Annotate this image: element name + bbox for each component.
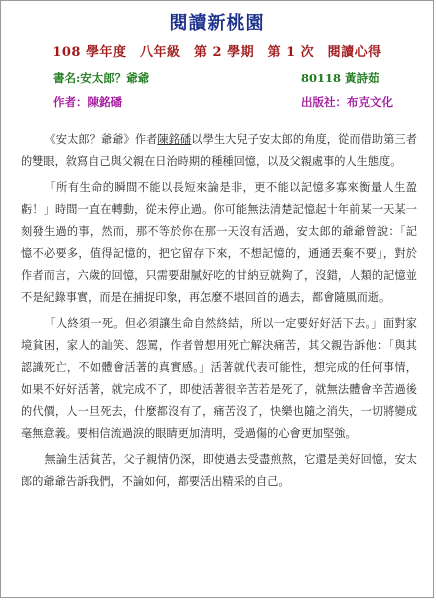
author-label: 作者： xyxy=(53,95,88,109)
author-name: 陳銘磻 xyxy=(87,95,122,109)
book-info xyxy=(53,70,149,86)
meta-row-book xyxy=(1,70,433,88)
author-name-underlined: 陳銘磻 xyxy=(157,133,192,146)
essay-paragraph-2: 「所有生命的瞬間不能以長短來論是非，更不能以記憶多寡來衡量人生盈虧！」時間一直在轉動，從未停止過。你可能無法清楚記憶起十年前某一天某一刻發生過的事，然而，那不等於你在那一天沒有活過，安太郎的爺爺曾說：「記憶不必要多，值得記憶的，把它留存下來，不想記憶的，通通丟棄不要」，對於作者而言，六歲的回憶，只需要甜膩好吃的甘納豆就夠了，沒錯，人類的記憶並不是紀錄事實，而是在捕捉印象，再怎麼不堪回首的過去，都會隨風而逝。 xyxy=(21,181,417,304)
student-info: 80118 黃詩茹 xyxy=(301,71,380,85)
essay-body xyxy=(21,129,417,497)
publisher-label: 出版社： xyxy=(301,95,347,109)
book-title: :安太郎？爺爺 xyxy=(76,71,150,85)
masthead-title: 閱讀新桃園 xyxy=(169,13,265,34)
meta-row-author xyxy=(1,94,433,112)
author-info xyxy=(53,94,122,110)
essay-paragraph-1: 《安太郎？爺爺》作者陳銘磻以學生大兒子安太郎的角度，從而借助第三者的雙眼，敘寫自己與父親在日治時期的種種回憶，以及父親處事的人生態度。 xyxy=(21,133,417,168)
essay-paragraph-3: 「人終須一死。但必須讓生命自然終結，所以一定要好好活下去。」面對家境貧困，家人的訕笑、怨罵，作者曾想用死亡解決痛苦，其父親告訴他：「與其認識死亡，不如體會活著的真實感。」活著就代表可能性，想完成的任何事情，如果不好好活著，就完成不了，即使活著很辛苦若是死了，就無法體會辛苦過後的代價，人一旦死去，什麼都沒有了，痛苦沒了，快樂也隨之消失，一切將變成毫無意義。要相信流過淚的眼睛更加清明，受過傷的心會更加堅強。 xyxy=(21,317,417,440)
publisher-name: 布克文化 xyxy=(347,95,393,109)
report-subtitle: 108 學年度 八年級 第 2 學期 第 1 次 閱讀心得 xyxy=(52,45,382,60)
publisher-info xyxy=(301,94,393,110)
book-label: 書名 xyxy=(53,71,76,85)
essay-paragraph-4: 無論生活貧苦，父子親情仍深，即使過去受盡煎熬，它還是美好回憶，安太郎的爺爺告訴我們，不論如何，都要活出精采的自己。 xyxy=(21,453,417,488)
